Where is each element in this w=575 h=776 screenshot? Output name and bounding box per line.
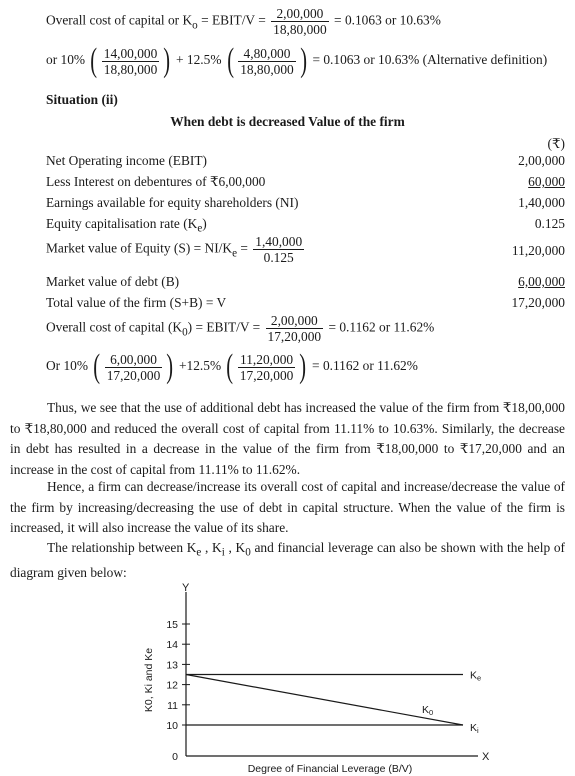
chart-root bbox=[143, 582, 490, 775]
paragraph-hence: Hence, a firm can decrease/increase its overall cost of capital and increase/decrease the value of the firm by increasing/decreasing the use of debt in capital structure. When the value of the firm is increased, it will also increase the value of its share. bbox=[10, 479, 565, 535]
right-paren: ) bbox=[300, 42, 307, 79]
fraction-denominator: 0.125 bbox=[263, 250, 294, 265]
subscript: 0 bbox=[245, 546, 251, 559]
subscript: 0 bbox=[182, 326, 188, 339]
fraction bbox=[238, 352, 296, 383]
row-label-text: ) bbox=[202, 216, 207, 231]
fraction-numerator: 6,00,000 bbox=[105, 352, 163, 368]
para-text: , K bbox=[201, 540, 222, 555]
y-tick-label: 11 bbox=[167, 699, 178, 712]
subscript: i bbox=[221, 546, 225, 559]
y-axis-title: K0, Ki and Ke bbox=[143, 647, 155, 713]
formula-text: or 10% bbox=[46, 52, 86, 68]
left-paren: ( bbox=[90, 42, 98, 79]
fraction-numerator: 4,80,000 bbox=[238, 46, 296, 62]
y-tick-label: 0 bbox=[172, 751, 178, 763]
fraction-numerator: 1,40,000 bbox=[255, 234, 303, 249]
subscript: o bbox=[192, 19, 198, 32]
formula-result: = 0.1162 or 11.62% bbox=[328, 319, 435, 335]
formula-text: Or 10% bbox=[46, 358, 89, 374]
fraction bbox=[271, 6, 329, 37]
formula-text: ) = EBIT/V = bbox=[187, 319, 264, 335]
left-paren: ( bbox=[226, 348, 234, 385]
series-label-ki: Ki bbox=[470, 722, 479, 735]
formula-text: +12.5% bbox=[178, 358, 222, 374]
fraction-denominator: 18,80,000 bbox=[103, 61, 158, 77]
row-value: 2,00,000 bbox=[518, 153, 565, 168]
left-paren: ( bbox=[93, 348, 101, 385]
x-axis-letter: X bbox=[482, 751, 490, 763]
row-label: Earnings available for equity shareholders (NI) bbox=[46, 195, 299, 210]
formula-overall-cost-2 bbox=[46, 313, 434, 344]
x-axis-title: Degree of Financial Leverage (B/V) bbox=[247, 763, 413, 775]
para-text: , K bbox=[224, 540, 246, 555]
left-paren: ( bbox=[227, 42, 234, 79]
subscript: e bbox=[232, 247, 238, 260]
fraction bbox=[105, 352, 163, 383]
row-label: Less Interest on debentures of ₹6,00,000 bbox=[46, 174, 266, 189]
row-value: 0.125 bbox=[534, 216, 565, 231]
formula-alternative-2 bbox=[46, 350, 418, 384]
series-label-k0: K0 bbox=[422, 704, 434, 717]
fraction-denominator: 18,80,000 bbox=[240, 61, 294, 77]
fraction-numerator: 2,00,000 bbox=[266, 313, 324, 329]
series-label-ke: Ke bbox=[470, 669, 482, 683]
right-paren: ) bbox=[163, 42, 171, 79]
row-label-text: = bbox=[237, 240, 252, 256]
formula-result: = 0.1162 or 11.62% bbox=[312, 358, 418, 374]
paragraph-conclusion: Thus, we see that the use of additional debt has increased the value of the firm from ₹18,00,000 to ₹18,80,000 and reduced the overall cost of capital from 11.11% to 10.63%. Similarly, the decrease in debt has resulted in a decrease in the value of the firm from ₹18,00,000 to ₹17,20,000 and an increase in the cost of capital from 11.11% to 11.62%. bbox=[10, 400, 565, 477]
formula-overall-cost-1 bbox=[46, 6, 441, 37]
situation-heading: Situation (ii) bbox=[46, 92, 118, 107]
formula-text: Overall cost of capital or K bbox=[46, 12, 193, 28]
row-value: 17,20,000 bbox=[511, 295, 565, 310]
formula-text: Overall cost of capital (K bbox=[46, 319, 183, 335]
fraction-denominator: 17,20,000 bbox=[106, 367, 161, 383]
row-value: 60,000 bbox=[528, 174, 565, 189]
para-text: The relationship between K bbox=[47, 540, 197, 555]
row-label bbox=[46, 216, 207, 235]
right-paren: ) bbox=[166, 348, 174, 385]
fraction bbox=[253, 234, 304, 265]
subscript: e bbox=[196, 546, 202, 559]
y-tick-label: 13 bbox=[166, 659, 178, 672]
formula-result: = 0.1063 or 10.63% bbox=[334, 12, 441, 28]
row-label-text: Equity capitalisation rate (K bbox=[46, 216, 198, 231]
y-axis-letter: Y bbox=[182, 582, 190, 594]
y-tick-label: 14 bbox=[166, 639, 178, 652]
fraction-denominator: 17,20,000 bbox=[267, 329, 322, 344]
y-tick-label: 10 bbox=[166, 720, 178, 732]
row-value: 11,20,000 bbox=[511, 243, 565, 258]
right-paren: ) bbox=[299, 348, 307, 385]
leverage-chart bbox=[0, 580, 575, 776]
row-value: 6,00,000 bbox=[518, 274, 565, 289]
fraction-denominator: 18,80,000 bbox=[273, 22, 327, 37]
fraction bbox=[238, 46, 296, 77]
y-tick-label: 12 bbox=[166, 679, 178, 692]
series-line-k0 bbox=[186, 675, 463, 726]
formula-alternative-1 bbox=[46, 44, 547, 78]
y-tick-label: 15 bbox=[166, 619, 178, 631]
para-text: and financial leverage can also be shown with the help of diagram given below: bbox=[10, 540, 565, 581]
fraction bbox=[266, 313, 324, 344]
paragraph-relationship bbox=[10, 538, 565, 584]
row-label: Market value of debt (B) bbox=[46, 274, 180, 289]
row-label: Total value of the firm (S+B) = V bbox=[46, 295, 227, 310]
formula-text: = EBIT/V = bbox=[197, 12, 270, 28]
table-heading: When debt is decreased Value of the firm bbox=[170, 114, 405, 129]
row-label bbox=[46, 234, 306, 265]
formula-text: + 12.5% bbox=[176, 52, 222, 68]
row-label: Net Operating income (EBIT) bbox=[46, 153, 208, 168]
formula-result: = 0.1063 or 10.63% (Alternative definition) bbox=[312, 52, 548, 68]
fraction-numerator: 14,00,000 bbox=[103, 45, 158, 61]
fraction-numerator: 2,00,000 bbox=[271, 6, 329, 22]
fraction-denominator: 17,20,000 bbox=[239, 367, 294, 383]
currency-note: (₹) bbox=[547, 136, 565, 151]
fraction bbox=[102, 46, 160, 77]
subscript: e bbox=[197, 222, 203, 235]
row-label-text: Market value of Equity (S) = NI/K bbox=[46, 240, 233, 256]
row-value: 1,40,000 bbox=[518, 195, 565, 210]
fraction-numerator: 11,20,000 bbox=[238, 352, 296, 368]
